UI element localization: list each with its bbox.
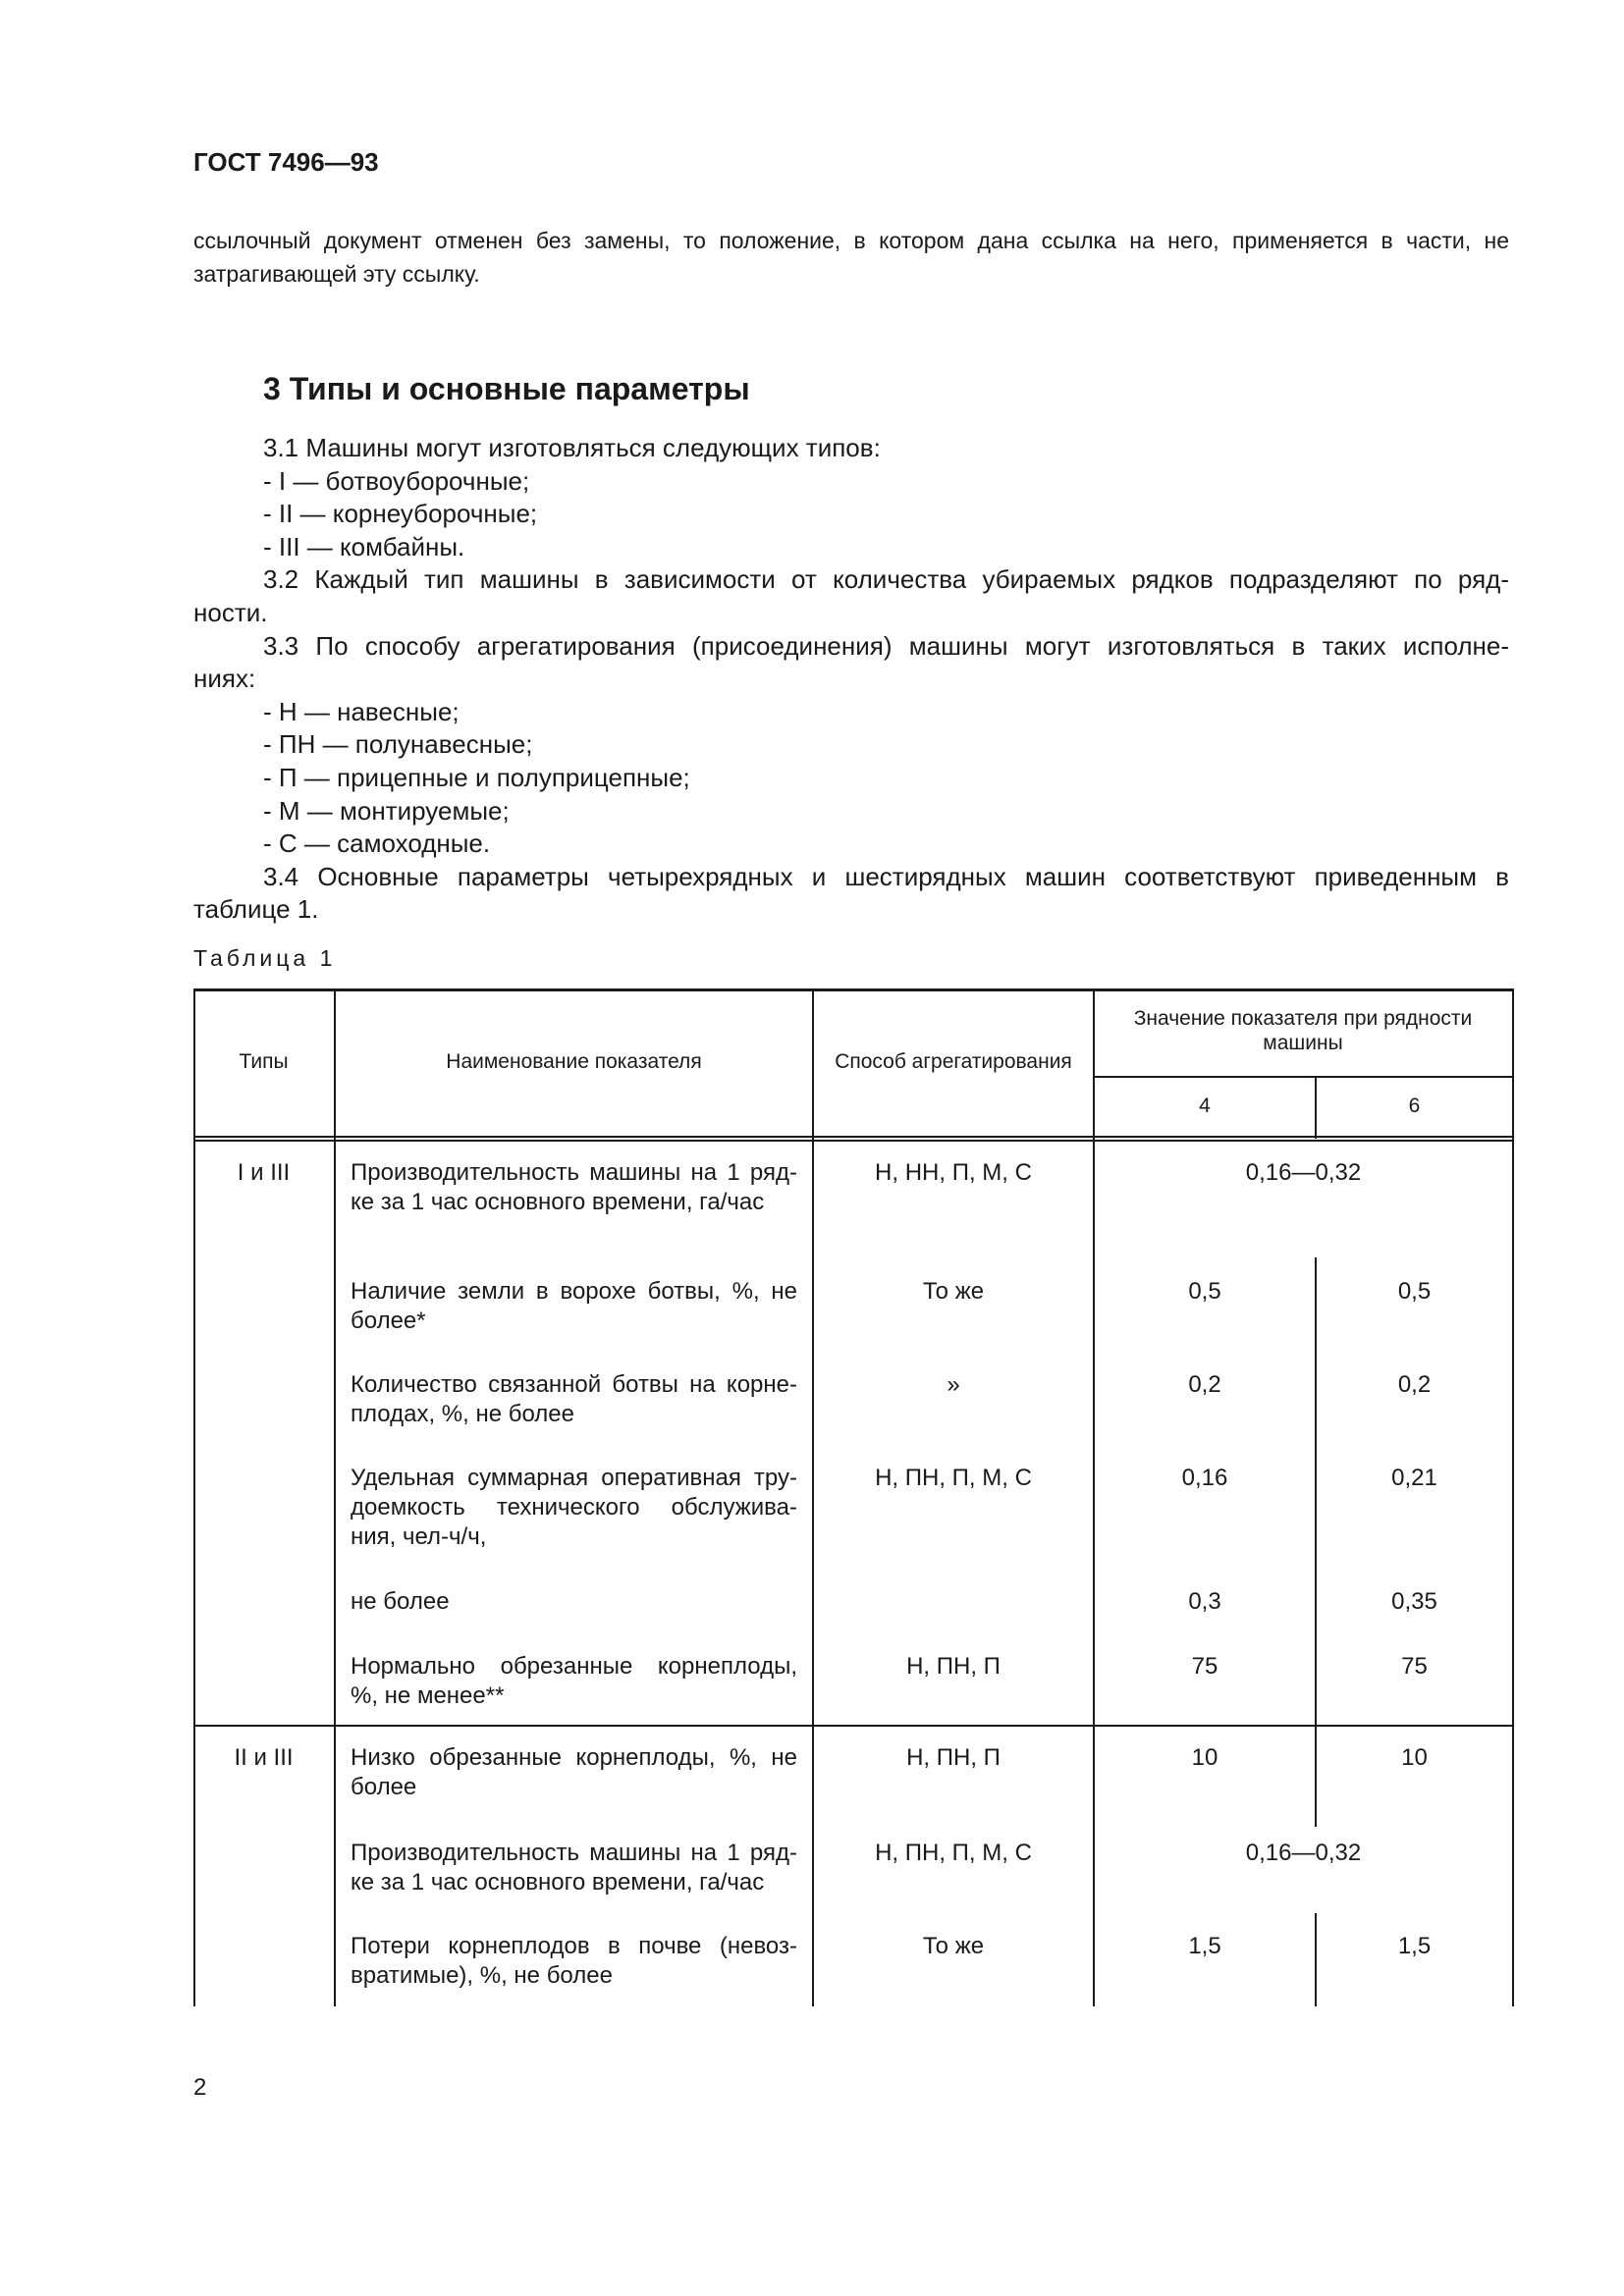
parameters-table (193, 988, 1514, 2006)
execution-item: - М — монтируемые; (263, 795, 510, 826)
value-divider (1315, 1725, 1317, 1827)
execution-item: - Н — навесные; (263, 696, 460, 726)
table-row-value-4: 1,5 (1188, 1933, 1221, 1959)
table-row-name: Наличие земли в ворохе ботвы, %, не более* (351, 1278, 797, 1334)
table-row-name: Нормально обрезанные корнеплоды, %, не менее** (351, 1653, 797, 1709)
header-rows-4: 4 (1199, 1095, 1211, 1117)
table-row-value-4: 75 (1191, 1653, 1218, 1680)
paragraph-3-4-cont: таблице 1. (193, 894, 319, 925)
intro-paragraph: ссылочный документ отменен без замены, то положение, в котором дана ссылка на него, применяется в части, не затрагивающей эту ссылку. (193, 228, 1509, 287)
table-row-value-4: 0,5 (1188, 1278, 1221, 1305)
table-row-method: Н, ПН, П (906, 1744, 1001, 1771)
execution-item: - С — самоходные. (263, 828, 491, 859)
table-row-name: Низко обрезанные корнеплоды, %, не более (351, 1744, 797, 1800)
type-item: - III — комбайны. (263, 531, 465, 561)
table-row-method: Н, ПН, П, М, С (875, 1465, 1032, 1491)
paragraph-3-3-cont: ниях: (193, 664, 256, 694)
header-rows-6: 6 (1408, 1095, 1421, 1117)
section-heading: 3 Типы и основные параметры (263, 371, 750, 406)
table-row-method: » (947, 1371, 960, 1398)
table-row-value-6: 0,35 (1391, 1588, 1437, 1615)
table-row-name: Производительность машины на 1 ряд- ке за 1 час основного времени, га/час (351, 1159, 797, 1215)
table-row-value-6: 75 (1401, 1653, 1428, 1680)
table-row-value-4: 0,3 (1188, 1588, 1221, 1615)
header-bottom-rule (193, 1136, 1514, 1138)
paragraph-3-1: 3.1 Машины могут изготовляться следующих типов: (263, 433, 881, 462)
header-method: Способ агрегатирования (835, 1050, 1072, 1073)
execution-item: - П — прицепные и полуприцепные; (263, 762, 690, 792)
header-bottom-rule (193, 1140, 1514, 1142)
table-border-top (193, 988, 1514, 991)
header-subdivider (1093, 1076, 1514, 1078)
table-row-name: Количество связанной ботвы на корне- плодах, %, не более (351, 1371, 797, 1427)
table-row-value-merged: 0,16—0,32 (1245, 1840, 1362, 1866)
paragraph-3-2: 3.2 Каждый тип машины в зависимости от количества убираемых рядков подразделяют по ряд- (263, 564, 1509, 595)
table-row-value-4: 0,16 (1181, 1465, 1228, 1491)
page-number: 2 (193, 2074, 207, 2101)
table-row-name: Производительность машины на 1 ряд- ке за 1 час основного времени, га/час (351, 1840, 797, 1896)
table-row-value-6: 0,21 (1391, 1465, 1437, 1491)
table-row-method: Н, ПН, П, М, С (875, 1840, 1032, 1866)
header-name: Наименование показателя (446, 1050, 702, 1073)
table-row-value-6: 0,2 (1397, 1371, 1432, 1398)
paragraph-3-3: 3.3 По способу агрегатирования (присоединения) машины могут изготовляться в таких исполне- (263, 630, 1509, 661)
header-types: Типы (239, 1050, 289, 1073)
paragraph-3-4: 3.4 Основные параметры четырехрядных и шестирядных машин соответствуют приведенным в (263, 861, 1509, 891)
section-body (193, 432, 1509, 927)
type-item: - I — ботвоуборочные; (263, 465, 530, 496)
table-row-name: Удельная суммарная оперативная тру- доемкость технического обслужива- ния, чел-ч/ч, (351, 1465, 797, 1550)
table-row-name: Потери корнеплодов в почве (невоз- вратимые), %, не более (351, 1933, 797, 1989)
table-row-value-6: 1,5 (1397, 1933, 1432, 1959)
table-row-method: Н, ПН, П (906, 1653, 1001, 1680)
type-item: - II — корнеуборочные; (263, 499, 538, 529)
header-value: Значение показателя при рядности машины (1133, 1007, 1473, 1054)
table-row-value-4: 0,2 (1188, 1371, 1221, 1398)
table-row-value-6: 0,5 (1397, 1278, 1432, 1305)
table-row-method: Н, НН, П, М, С (875, 1159, 1032, 1186)
document-code: ГОСТ 7496—93 (193, 147, 379, 177)
group-type: II и III (234, 1744, 294, 1771)
table-row-value-4: 10 (1191, 1744, 1218, 1771)
table-row-value-merged: 0,16—0,32 (1245, 1159, 1362, 1186)
table-row-value-6: 10 (1401, 1744, 1428, 1771)
paragraph-3-2-cont: ности. (193, 597, 268, 627)
table-caption: Таблица 1 (193, 945, 337, 971)
table-row-method: То же (922, 1278, 985, 1305)
table-row-name: не более (351, 1588, 450, 1615)
group-type: I и III (237, 1159, 291, 1186)
execution-item: - ПН — полунавесные; (263, 729, 533, 760)
table-row-method: То же (922, 1933, 985, 1959)
